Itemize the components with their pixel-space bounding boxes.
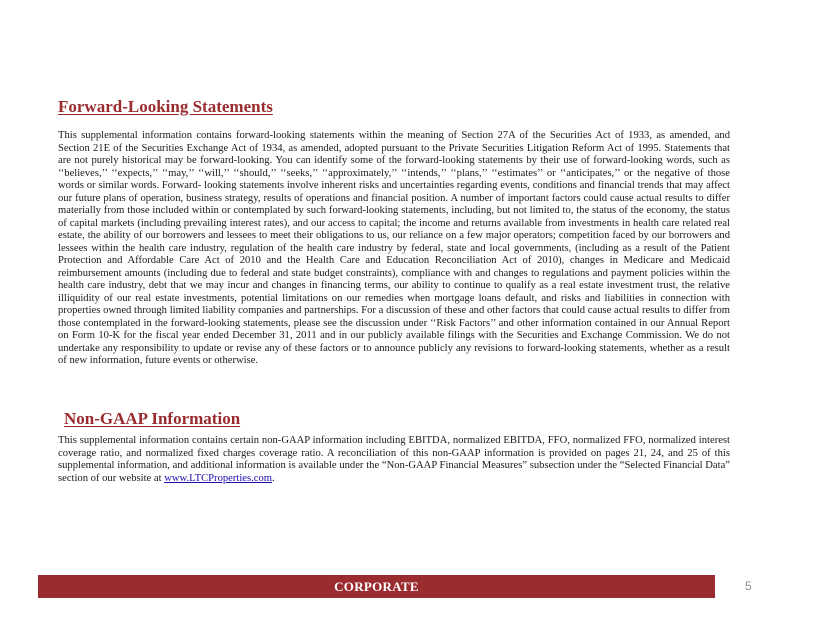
non-gaap-heading: Non-GAAP Information	[64, 409, 241, 428]
forward-looking-heading: Forward-Looking Statements	[58, 97, 273, 116]
non-gaap-body	[58, 435, 730, 485]
page-number: 5	[745, 579, 752, 593]
non-gaap-body-text: This supplemental information contains certain non-GAAP information including EBITDA, normalized EBITDA, FFO, normalized FFO, normalized interest coverage ratio, and normalized fixed charges coverage ratio. A reconciliation of this non-GAAP information is provided on pages 21, 24, and 25 of this supplemental information, and additional information is available under the “Non-GAAP Financial Measures” subsection under the “Selected Financial Data” section of our website at	[58, 435, 730, 484]
footer-label: CORPORATE	[334, 578, 419, 594]
forward-looking-body: This supplemental information contains forward-looking statements within the meaning of Section 27A of the Securities Act of 1933, as amended, and Section 21E of the Securities Exchange Act of 1934, as amended, adopted pursuant to the Private Securities Litigation Reform Act of 1995. Statements that are not purely historical may be forward-looking. You can identify some of the forward-looking statements by their use of forward-looking words, such as ‘‘believes,’’ ‘‘expects,’’ ‘‘may,’’ ‘‘will,’’ ‘‘should,’’ ‘‘seeks,’’ ‘‘approximately,’’ ‘‘intends,’’ ‘‘plans,’’ ‘‘estimates’’ or ‘‘anticipates,’’ or the negative of those words or similar words. Forward- looking statements involve inherent risks and uncertainties regarding events, conditions and financial trends that may affect our future plans of operation, business strategy, results of operations and financial position. A number of important factors could cause actual results to differ materially from those included within or contemplated by such forward-looking statements, including, but not limited to, the status of the economy, the status of capital markets (including prevailing interest rates), and our access to capital; the income and returns available from investments in health care related real estate, the ability of our borrowers and lessees to meet their obligations to us, our reliance on a few major operators; competition faced by our borrowers and lessees within the health care industry, regulation of the health care industry by federal, state and local governments, (including as a result of the Patient Protection and Affordable Care Act of 2010 and the Health Care and Education Reconciliation Act of 2010), changes in Medicare and Medicaid reimbursement amounts (including due to federal and state budget constraints), compliance with and changes to regulations and payment policies within the health care industry, debt that we may incur and changes in financing terms, our ability to continue to qualify as a real estate investment trust, the relative illiquidity of our real estate investments, potential limitations on our remedies when mortgage loans default, and risks and liabilities in connection with properties owned through limited liability companies and partnerships. For a discussion of these and other factors that could cause actual results to differ from those contemplated in the forward-looking statements, please see the discussion under ‘‘Risk Factors’’ and other information contained in our Annual Report on Form 10-K for the fiscal year ended December 31, 2011 and in our publicly available filings with the Securities and Exchange Commission. We do not undertake any responsibility to update or revise any of these factors or to announce publicly any revisions to forward-looking statements, whether as a result of new information, future events or otherwise.	[58, 130, 730, 366]
footer-bar	[38, 575, 715, 598]
non-gaap-body-end: .	[272, 472, 275, 484]
website-link[interactable]: www.LTCProperties.com	[164, 472, 272, 484]
